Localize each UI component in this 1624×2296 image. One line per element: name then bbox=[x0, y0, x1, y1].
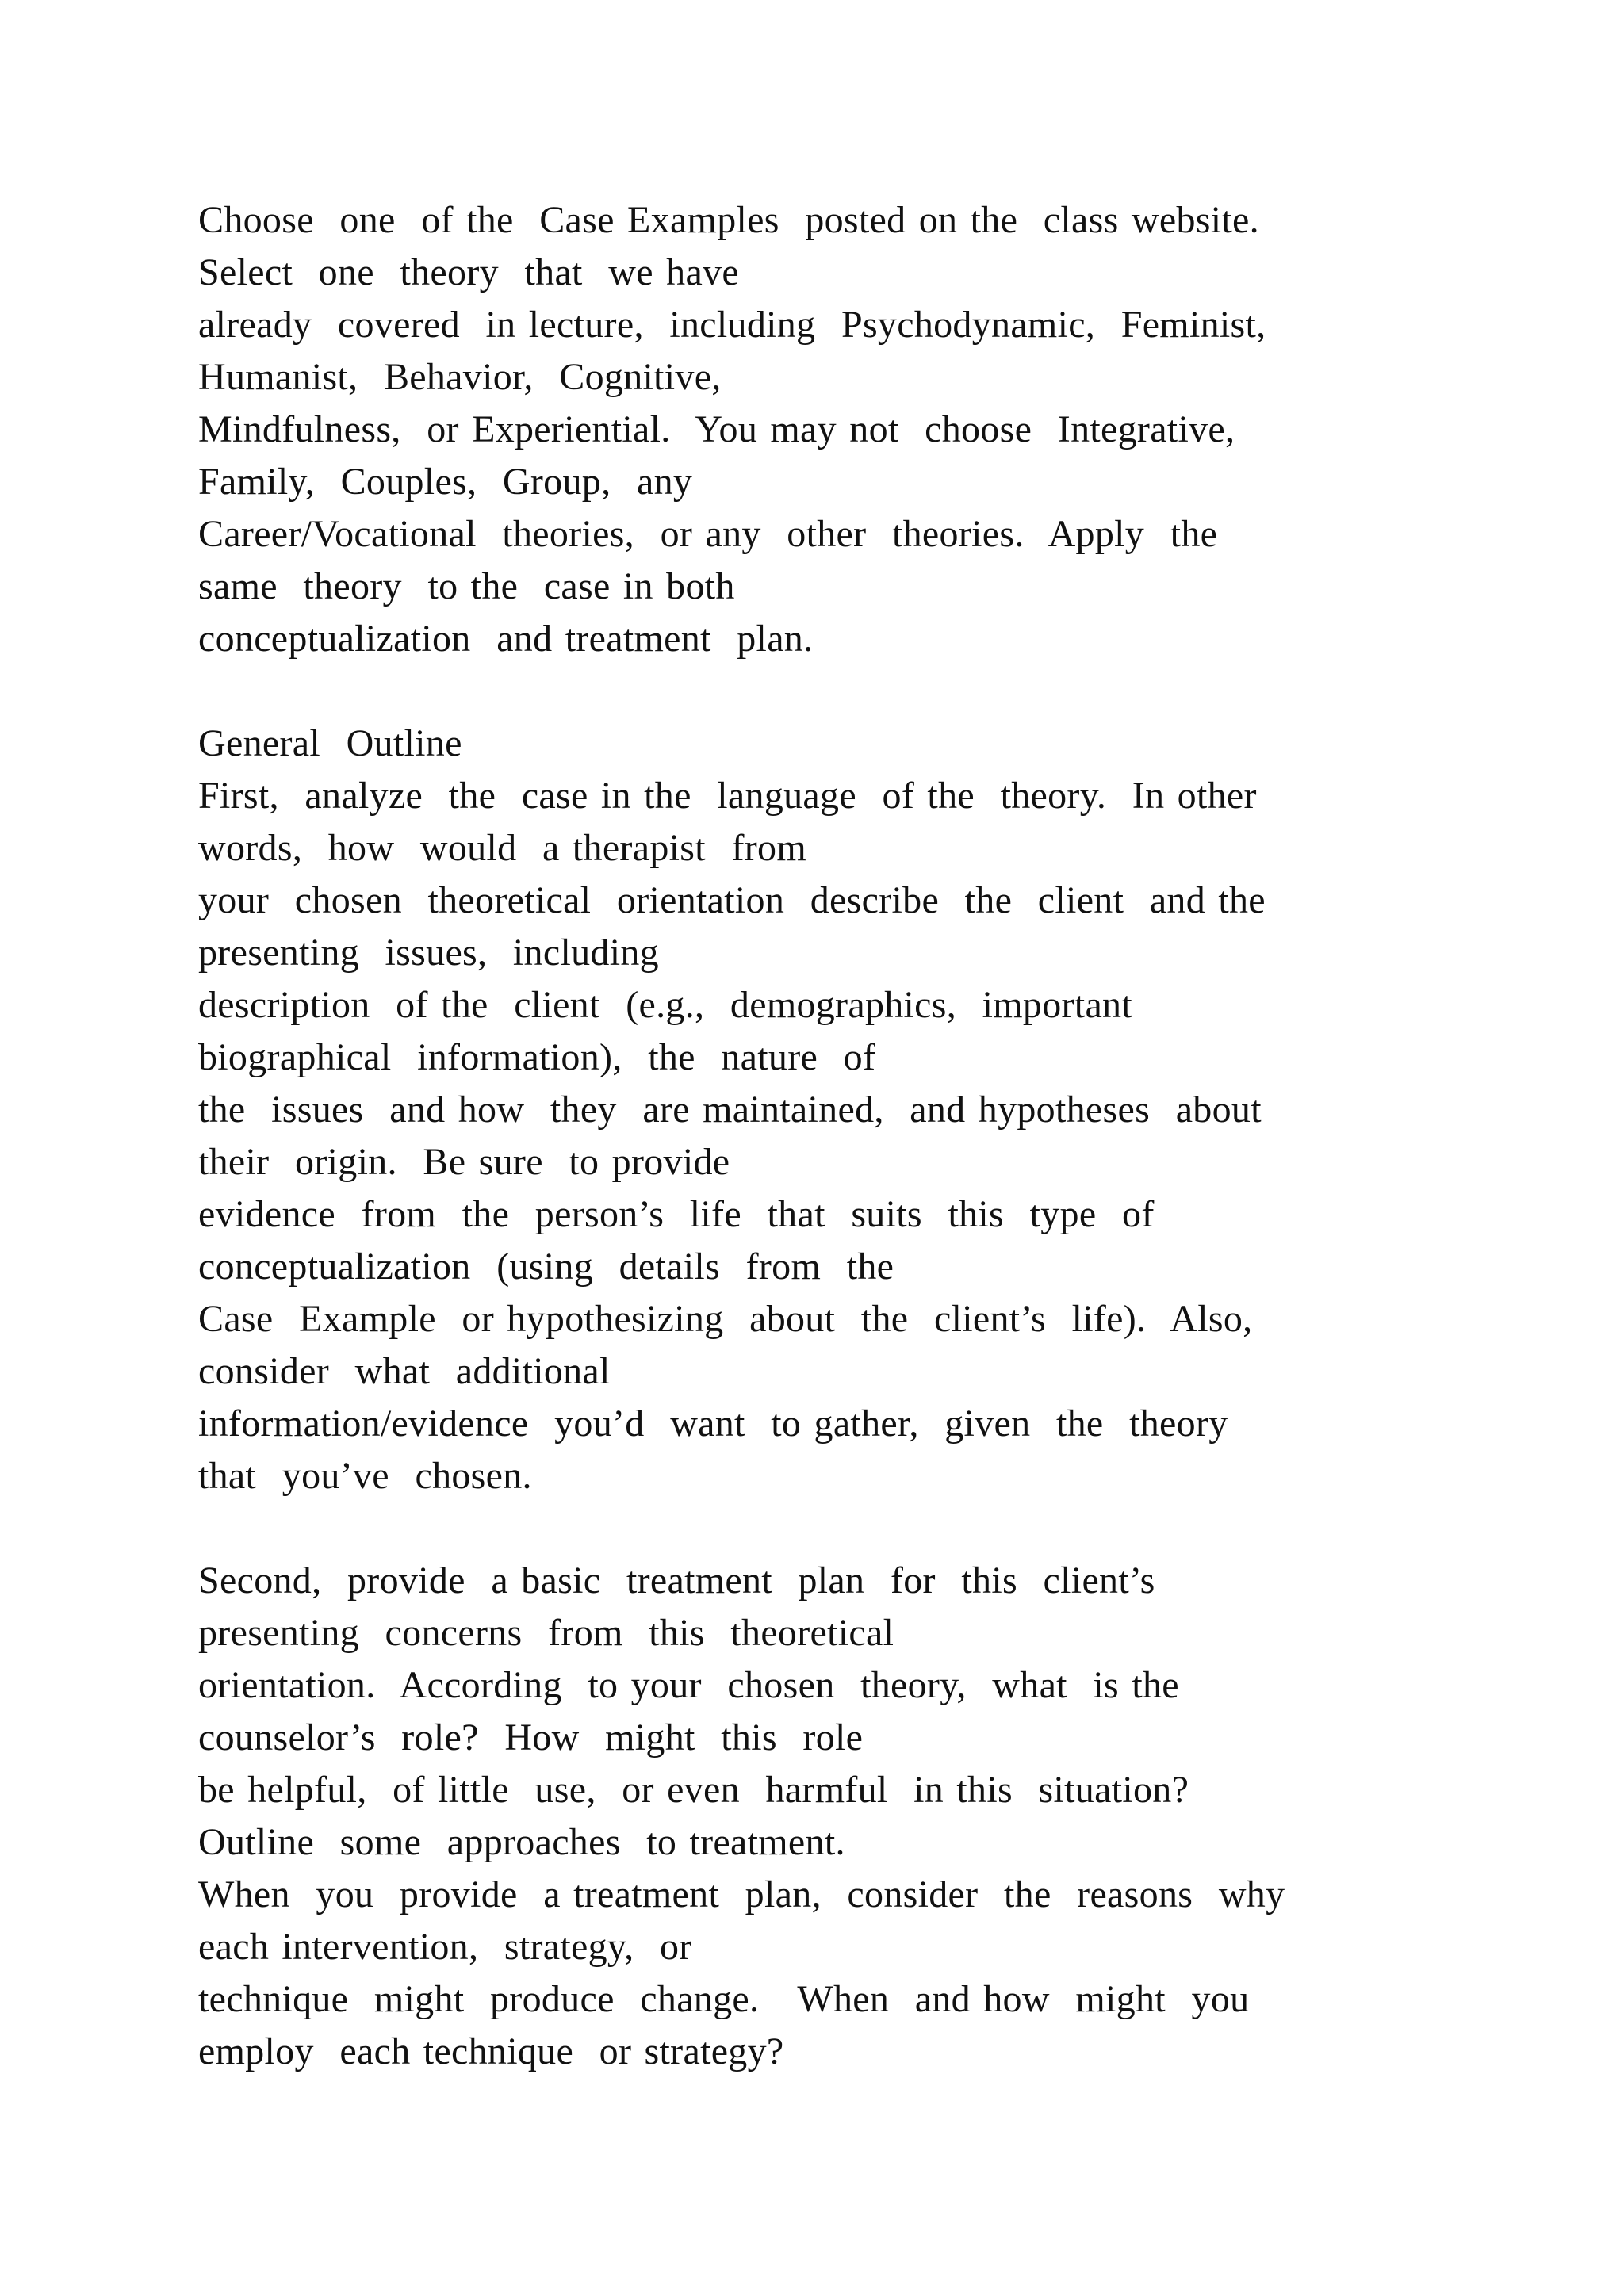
text-line: Second, provide a basic treatment plan for this client’s bbox=[198, 1559, 1155, 1601]
text-line: First, analyze the case in the language of the theory. In other bbox=[198, 775, 1257, 817]
paragraph-spacer bbox=[198, 1502, 1562, 1555]
text-line: presenting concerns from this theoretical bbox=[198, 1612, 894, 1654]
text-line: When you provide a treatment plan, consider the reasons why bbox=[198, 1873, 1285, 1915]
outline-heading: General Outline bbox=[198, 722, 462, 764]
text-line: information/evidence you’d want to gather, given the theory bbox=[198, 1402, 1228, 1445]
text-line: conceptualization and treatment plan. bbox=[198, 618, 814, 660]
text-line: each intervention, strategy, or bbox=[198, 1926, 692, 1968]
text-line: your chosen theoretical orientation describe the client and the bbox=[198, 879, 1266, 921]
paragraph-case-selection bbox=[198, 194, 1562, 665]
text-line: counselor’s role? How might this role bbox=[198, 1716, 864, 1758]
text-line: orientation. According to your chosen theory, what is the bbox=[198, 1664, 1179, 1706]
text-line: biographical information), the nature of bbox=[198, 1036, 876, 1078]
text-line: the issues and how they are maintained, and hypotheses about bbox=[198, 1089, 1262, 1131]
text-line: their origin. Be sure to provide bbox=[198, 1141, 730, 1183]
text-line: Career/Vocational theories, or any other theories. Apply the bbox=[198, 513, 1218, 555]
text-line: be helpful, of little use, or even harmful in this situation? bbox=[198, 1769, 1189, 1811]
text-line: Mindfulness, or Experiential. You may not choose Integrative, bbox=[198, 408, 1235, 450]
text-line: same theory to the case in both bbox=[198, 565, 735, 607]
text-line: Case Example or hypothesizing about the client’s life). Also, bbox=[198, 1298, 1253, 1340]
text-line: Family, Couples, Group, any bbox=[198, 461, 693, 503]
paragraph-conceptualization bbox=[198, 770, 1562, 1502]
text-line: words, how would a therapist from bbox=[198, 827, 806, 869]
text-line: technique might produce change. When and how might you bbox=[198, 1978, 1250, 2020]
text-line: evidence from the person’s life that suits this type of bbox=[198, 1193, 1155, 1235]
text-line: Choose one of the Case Examples posted on the class website. bbox=[198, 199, 1259, 241]
paragraph-spacer bbox=[198, 665, 1562, 718]
text-line: description of the client (e.g., demographics, important bbox=[198, 984, 1132, 1026]
document-body bbox=[198, 194, 1562, 2078]
text-line: employ each technique or strategy? bbox=[198, 2030, 784, 2072]
text-line: Select one theory that we have bbox=[198, 251, 739, 293]
text-line: consider what additional bbox=[198, 1350, 611, 1392]
text-line: conceptualization (using details from the bbox=[198, 1246, 894, 1288]
text-line: already covered in lecture, including Psychodynamic, Feminist, bbox=[198, 304, 1266, 346]
text-line: Outline some approaches to treatment. bbox=[198, 1821, 845, 1863]
text-line: that you’ve chosen. bbox=[198, 1455, 532, 1497]
paragraph-treatment-plan bbox=[198, 1555, 1562, 2078]
text-line: Humanist, Behavior, Cognitive, bbox=[198, 356, 722, 398]
text-line: presenting issues, including bbox=[198, 932, 659, 974]
